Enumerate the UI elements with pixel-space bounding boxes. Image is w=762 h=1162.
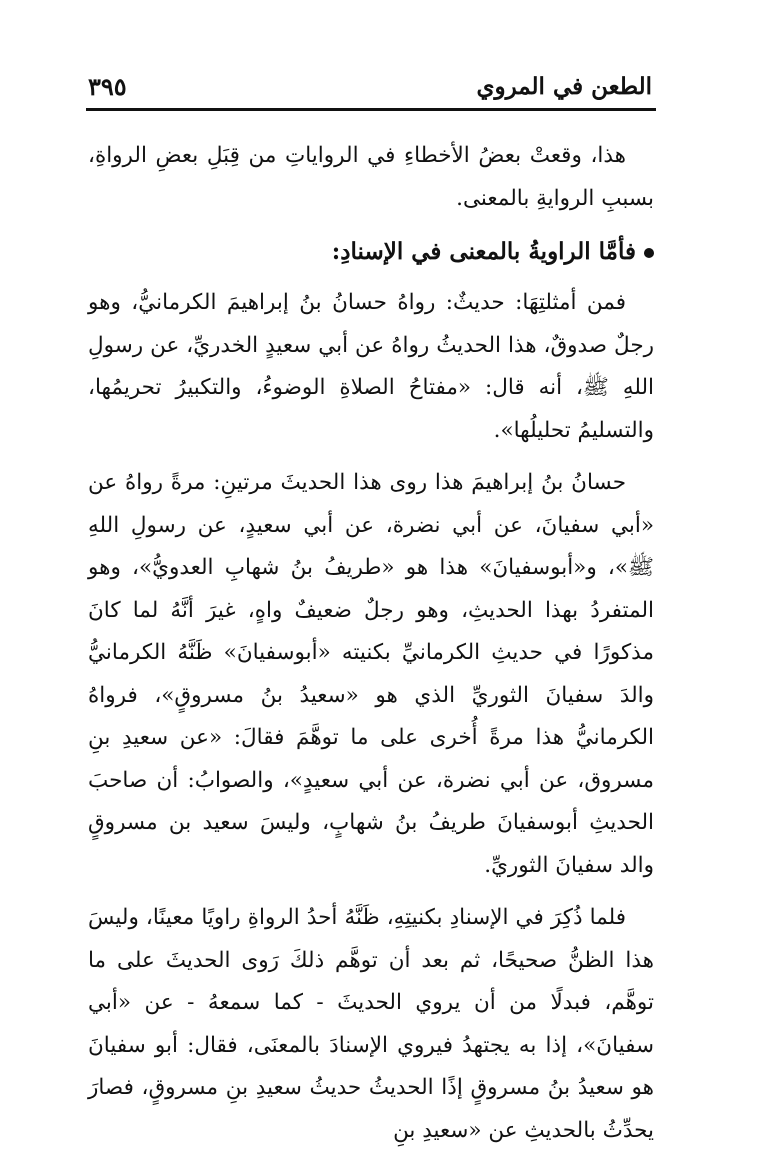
page-body bbox=[88, 135, 654, 1162]
paragraph-example: فمن أمثلتِهَا: حديثٌ: رواهُ حسانُ بنُ إبراهيمَ الكرمانيُّ، وهو رجلٌ صدوقٌ، هذا الحديثُ رواهُ عن أبي سعيدٍ الخدريِّ، عن رسولِ اللهِ ﷺ، أنه قال: «مفتاحُ الصلاةِ الوضوءُ، والتكبيرُ تحريمُها، والتسليمُ تحليلُها». bbox=[88, 290, 654, 443]
running-title: الطعن في المروي bbox=[476, 72, 652, 100]
section-heading bbox=[88, 230, 654, 274]
page-header bbox=[88, 68, 652, 104]
paragraph-explanation: فلما ذُكِرَ في الإسنادِ بكنيتِهِ، ظَنَّهُ أحدُ الرواةِ راويًا معينًا، وليسَ هذا الظنُّ صحيحًا، ثم بعد أن توهَّم ذلكَ رَوى الحديثَ على ما توهَّم، فبدلًا من أن يروي الحديثَ - كما سمعهُ - عن «أبي سفيانَ»، إذا به يجتهدُ فيروي الإسنادَ بالمعنَى، فقال: أبو سفيانَ هو سعيدُ بنُ مسروقٍ إذًا الحديثُ حديثُ سعيدِ بنِ مسروقٍ، فصارَ يحدِّثُ بالحديثِ عن «سعيدِ بنِ bbox=[88, 905, 654, 1143]
bullet-icon bbox=[644, 248, 654, 258]
section-heading-text: فأمَّا الراويةُ بالمعنى في الإسنادِ: bbox=[331, 238, 636, 265]
paragraph-intro: هذا، وقعتْ بعضُ الأخطاءِ في الرواياتِ من قِبَلِ بعضِ الرواةِ، بسببِ الروايةِ بالمعنى. bbox=[88, 143, 654, 211]
page-number: ٣٩٥ bbox=[88, 71, 127, 101]
paragraph-hassan: حسانُ بنُ إبراهيمَ هذا روى هذا الحديثَ مرتينِ: مرةً رواهُ عن «أبي سفيانَ، عن أبي نضرة، عن أبي سعيدٍ، عن رسولِ اللهِ ﷺ»، و«أبوسفيانَ» هذا هو «طريفُ بنُ شهابِ العدويُّ»، وهو المتفردُ بهذا الحديثِ، وهو رجلٌ ضعيفٌ واهٍ، غيرَ أنَّهُ لما كانَ مذكورًا في حديثِ الكرمانيِّ بكنيته «أبوسفيانَ» ظَنَّهُ الكرمانيُّ والدَ سفيانَ الثوريِّ الذي هو «سعيدُ بنُ مسروقٍ»، فرواهُ الكرمانيُّ هذا مرةً أُخرى على ما توهَّمَ فقالَ: «عن سعيدِ بنِ مسروق، عن أبي نضرة، عن أبي سعيدٍ»، والصوابُ: أن صاحبَ الحديثِ أبوسفيانَ طريفُ بنُ شهابٍ، وليسَ سعيد بن مسروقٍ والد سفيانَ الثوريِّ. bbox=[88, 470, 654, 878]
header-rule bbox=[86, 108, 656, 111]
